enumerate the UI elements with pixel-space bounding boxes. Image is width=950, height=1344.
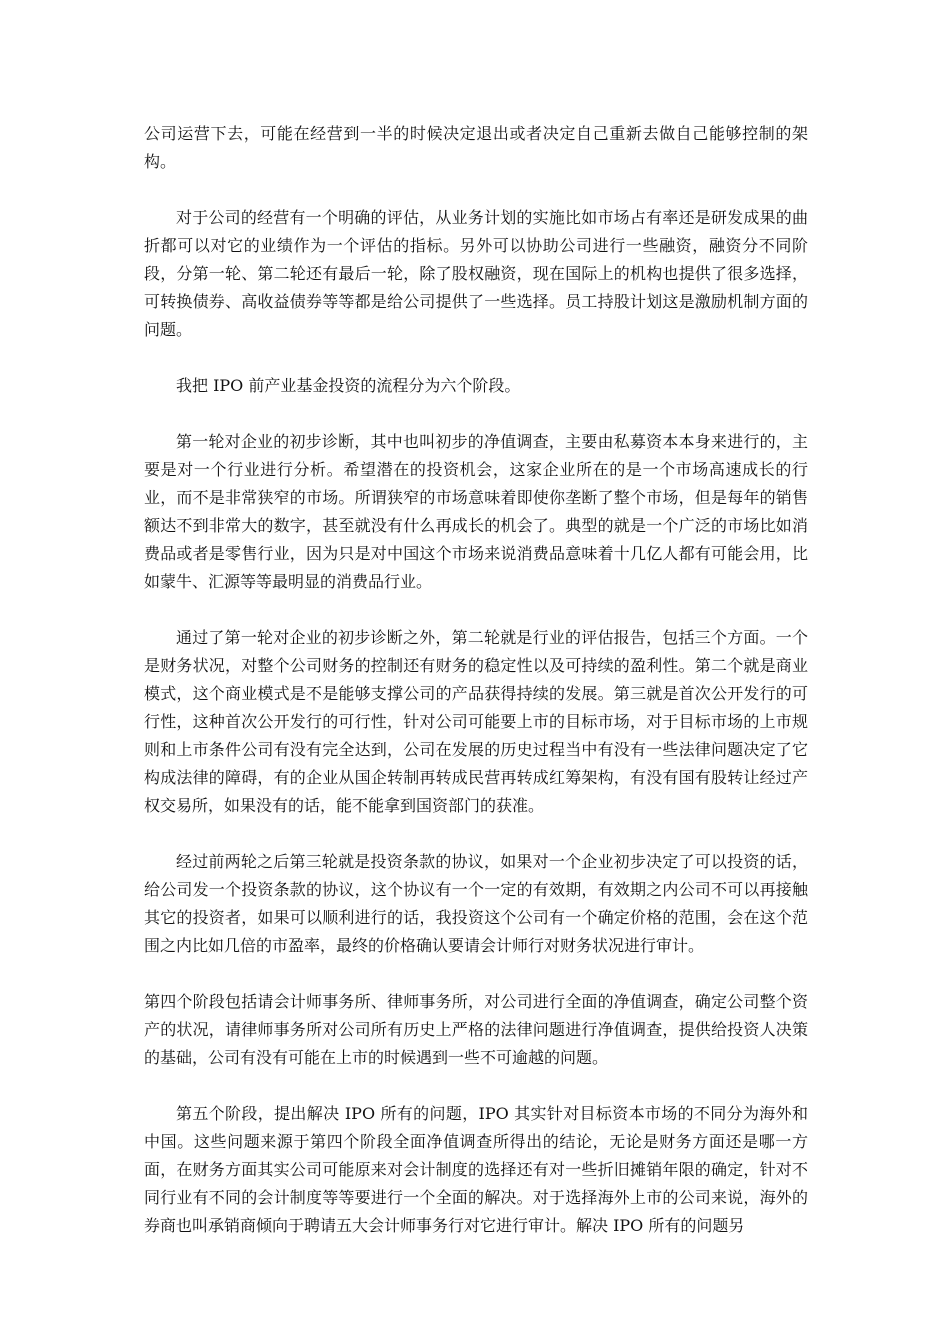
document-body — [144, 120, 808, 1268]
paragraph-6: 第四个阶段包括请会计师事务所、律师事务所，对公司进行全面的净值调查，确定公司整个资产的状况，请律师事务所对公司所有历史上严格的法律问题进行净值调查，提供给投资人决策的基础，公司有没有可能在上市的时候遇到一些不可逾越的问题。 — [144, 992, 808, 1067]
paragraph-7: 第五个阶段，提出解决 IPO 所有的问题，IPO 其实针对目标资本市场的不同分为海外和中国。这些问题来源于第四个阶段全面净值调查所得出的结论，无论是财务方面还是哪一方面，在财务方面其实公司可能原来对会计制度的选择还有对一些折旧摊销年限的确定，针对不同行业有不同的会计制度等等要进行一个全面的解决。对于选择海外上市的公司来说，海外的券商也叫承销商倾向于聘请五大会计师事务行对它进行审计。解决 IPO 所有的问题另 — [144, 1104, 808, 1235]
paragraph-2: 我把 IPO 前产业基金投资的流程分为六个阶段。 — [176, 376, 521, 395]
paragraph-4: 通过了第一轮对企业的初步诊断之外，第二轮就是行业的评估报告，包括三个方面。一个是财务状况，对整个公司财务的控制还有财务的稳定性以及可持续的盈利性。第二个就是商业模式，这个商业模式是不是能够支撑公司的产品获得持续的发展。第三就是首次公开发行的可行性，这种首次公开发行的可行性，针对公司可能要上市的目标市场，对于目标市场的上市规则和上市条件公司有没有完全达到，公司在发展的历史过程当中有没有一些法律问题决定了它构成法律的障碍，有的企业从国企转制再转成民营再转成红筹架构，有没有国有股转让经过产权交易所，如果没有的话，能不能拿到国资部门的获准。 — [144, 628, 808, 815]
paragraph-0: 公司运营下去，可能在经营到一半的时候决定退出或者决定自己重新去做自己能够控制的架构。 — [144, 124, 808, 171]
paragraph-3: 第一轮对企业的初步诊断，其中也叫初步的净值调查，主要由私募资本本身来进行的，主要是对一个行业进行分析。希望潜在的投资机会，这家企业所在的是一个市场高速成长的行业，而不是非常狭窄的市场。所谓狭窄的市场意味着即使你垄断了整个市场，但是每年的销售额达不到非常大的数字，甚至就没有什么再成长的机会了。典型的就是一个广泛的市场比如消费品或者是零售行业，因为只是对中国这个市场来说消费品意味着十几亿人都有可能会用，比如蒙牛、汇源等等最明显的消费品行业。 — [144, 432, 808, 591]
paragraph-5: 经过前两轮之后第三轮就是投资条款的协议，如果对一个企业初步决定了可以投资的话，给公司发一个投资条款的协议，这个协议有一个一定的有效期，有效期之内公司不可以再接触其它的投资者，如果可以顺利进行的话，我投资这个公司有一个确定价格的范围，会在这个范围之内比如几倍的市盈率，最终的价格确认要请会计师行对财务状况进行审计。 — [144, 852, 808, 955]
paragraph-1: 对于公司的经营有一个明确的评估，从业务计划的实施比如市场占有率还是研发成果的曲折都可以对它的业绩作为一个评估的指标。另外可以协助公司进行一些融资，融资分不同阶段，分第一轮、第二轮还有最后一轮，除了股权融资，现在国际上的机构也提供了很多选择，可转换债券、高收益债券等等都是给公司提供了一些选择。员工持股计划这是激励机制方面的问题。 — [144, 208, 808, 339]
